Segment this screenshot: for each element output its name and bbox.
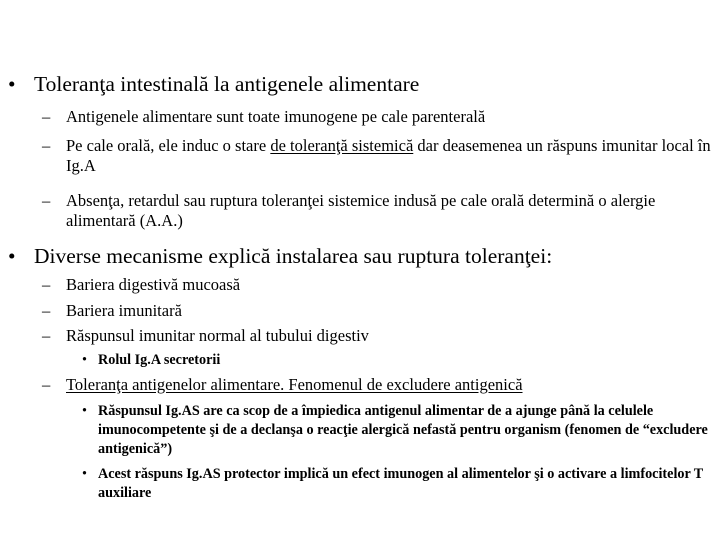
bullet-marker: • — [8, 72, 16, 96]
text-after: dar deasemenea un răspuns imunitar local în Ig.A — [66, 136, 711, 175]
subitem-text — [66, 136, 714, 176]
subsubitem-igas-protector — [82, 465, 708, 503]
subsubitem-igas-response — [82, 402, 708, 459]
dash-marker: – — [42, 107, 51, 126]
underlined-term: de toleranţă sistemică — [270, 136, 414, 155]
subitem-digestive-barrier — [42, 275, 714, 295]
dash-marker: – — [42, 191, 51, 210]
bullet-text: Toleranţa intestinală la antigenele alimentare — [34, 72, 420, 96]
subitem-text: Răspunsul imunitar normal al tubului digestiv — [66, 326, 369, 345]
subitem-immune-barrier — [42, 301, 714, 321]
subitem-oral-tolerance — [42, 136, 714, 176]
dash-marker: – — [42, 301, 51, 320]
subitem-parenteral — [42, 107, 714, 127]
subitem-allergy — [42, 191, 714, 231]
dot-marker: • — [82, 466, 87, 482]
dot-marker: • — [82, 403, 87, 419]
subsubitem-text: Rolul Ig.A secretorii — [98, 352, 221, 368]
subitem-text: Toleranţa antigenelor alimentare. Fenomenul de excludere antigenică — [66, 375, 523, 394]
subitem-antigen-tolerance — [42, 375, 714, 395]
subsubitem-text: Răspunsul Ig.AS are ca scop de a împiedica antigenul alimentar de a ajunge până la celulele imunocompetente şi de a declanşa o reacţie alergică nefastă pentru organism (fenomen de “excludere antigenică”) — [98, 403, 708, 457]
dash-marker: – — [42, 326, 51, 345]
subitem-immune-response — [42, 326, 714, 346]
subsubitem-iga-role — [82, 351, 708, 370]
subitem-text: Antigenele alimentare sunt toate imunogene pe cale parenterală — [66, 107, 486, 126]
subitem-text: Bariera imunitară — [66, 301, 182, 320]
dash-marker: – — [42, 275, 51, 294]
bullet-marker: • — [8, 244, 16, 268]
dash-marker: – — [42, 375, 51, 394]
bullet-text: Diverse mecanisme explică instalarea sau ruptura toleranţei: — [34, 244, 553, 268]
subsubitem-text: Acest răspuns Ig.AS protector implică un efect imunogen al alimentelor şi o activare a limfocitelor T auxiliare — [98, 466, 704, 501]
subitem-text: Bariera digestivă mucoasă — [66, 275, 241, 294]
subitem-text: Absenţa, retardul sau ruptura toleranţei sistemice indusă pe cale orală determină o alergie alimentară (A.A.) — [66, 191, 656, 230]
text-before: Pe cale orală, ele induc o stare — [66, 136, 271, 155]
dot-marker: • — [82, 352, 87, 368]
dash-marker: – — [42, 136, 51, 155]
